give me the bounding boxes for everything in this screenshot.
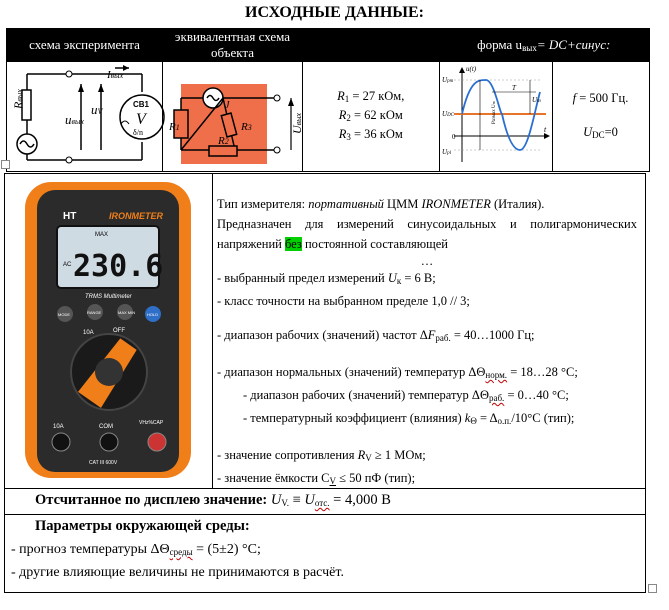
svg-text:Uвых bbox=[290, 112, 304, 134]
meter-knob-off: OFF bbox=[113, 328, 125, 334]
env-temp-prefix: - прогноз температуры ΔΘ bbox=[11, 542, 170, 557]
wave-ut-label: u(t) bbox=[465, 65, 476, 73]
wave-t-label: t bbox=[543, 125, 546, 134]
i-out-label: I bbox=[107, 69, 111, 81]
desc-temp-coef-end: /10°С (тип); bbox=[511, 411, 575, 425]
desc-resistance bbox=[217, 445, 637, 468]
wave-upl-sub: pl bbox=[446, 151, 451, 156]
source-data-table bbox=[6, 28, 650, 172]
r3-name: R bbox=[338, 127, 347, 141]
r1-name: R bbox=[337, 89, 345, 103]
desc-range-u: U bbox=[387, 271, 397, 285]
freq-udc-value: =0 bbox=[604, 125, 618, 139]
frequency-cell bbox=[552, 62, 649, 172]
resistor-r2 bbox=[303, 107, 439, 126]
desc-res-sub: V bbox=[365, 453, 372, 463]
reading-label: Отсчитанное по дисплею значение: bbox=[35, 492, 271, 508]
box-divider-vertical bbox=[212, 174, 213, 488]
env-temp-sub: среды bbox=[169, 547, 193, 557]
desc-type-brand: IRONMETER bbox=[421, 197, 491, 211]
u-v-label: u bbox=[91, 102, 98, 117]
waveform-plot bbox=[440, 62, 552, 167]
header-form bbox=[439, 29, 649, 62]
desc-purpose-highlight: без bbox=[284, 237, 302, 251]
desc-type-mid: ЦММ bbox=[383, 197, 422, 211]
desc-type bbox=[217, 194, 637, 214]
desc-purpose bbox=[217, 214, 637, 254]
r1-label: R bbox=[169, 121, 176, 133]
wave-T-label: T bbox=[511, 84, 516, 92]
wave-upm-sub: pm bbox=[446, 79, 453, 84]
meter-cat-label: CAT III 600V bbox=[89, 460, 118, 466]
desc-res-r: R bbox=[357, 448, 366, 462]
desc-type-suffix: (Италия). bbox=[490, 197, 545, 211]
header-spacer bbox=[303, 29, 440, 62]
r2-sub: 2 bbox=[224, 137, 229, 146]
freq-f-label: f bbox=[572, 91, 577, 105]
wave-range-label: Размах U bbox=[491, 104, 497, 124]
desc-type-portable: портативный bbox=[308, 197, 384, 211]
waveform-cell bbox=[439, 62, 552, 172]
desc-freq-sub: раб. bbox=[435, 333, 451, 343]
r2-value-sub: 2 bbox=[346, 113, 351, 123]
svg-text:R1 bbox=[168, 121, 180, 133]
svg-text:Upl bbox=[442, 148, 452, 156]
equivalent-circuit bbox=[163, 62, 302, 167]
r3-sub: 3 bbox=[247, 123, 252, 132]
j-label: J bbox=[225, 100, 230, 111]
header-equivalent: эквивалентная схема объекта bbox=[163, 29, 303, 62]
r2-label: R bbox=[218, 135, 225, 147]
page-title: ИСХОДНЫЕ ДАННЫЕ: bbox=[245, 4, 424, 21]
r2-value: = 62 кОм bbox=[350, 108, 403, 122]
desc-res-value: ≥ 1 МОм; bbox=[371, 448, 426, 462]
desc-temp-norm-sub: норм. bbox=[485, 370, 508, 380]
reading-u: U bbox=[270, 492, 282, 508]
display-reading bbox=[35, 492, 391, 509]
u-eq-label: U bbox=[290, 125, 304, 134]
desc-temp-coef-value: = Δ bbox=[476, 411, 498, 425]
meter-jack-10a: 10A bbox=[53, 424, 64, 430]
wave-udc-label: U bbox=[441, 110, 447, 118]
desc-temp-coef-k: k bbox=[464, 411, 471, 425]
reading-u2-sub: отс. bbox=[314, 498, 330, 508]
experiment-circuit-cell bbox=[7, 62, 163, 172]
equivalent-circuit-cell bbox=[163, 62, 303, 172]
instrument-box bbox=[4, 173, 646, 593]
desc-temp-work bbox=[217, 385, 637, 408]
desc-cap-value: ≤ 50 пФ (тип); bbox=[335, 471, 416, 485]
desc-cap-sub: V bbox=[329, 476, 336, 486]
reading-eq: ≡ bbox=[288, 492, 305, 508]
r3-label: R bbox=[241, 121, 248, 133]
u-out-label: u bbox=[65, 112, 72, 127]
meter-btn-mode: MODE bbox=[58, 312, 70, 317]
env-temp-value: = (5±2) °С; bbox=[192, 542, 261, 557]
desc-capacitance bbox=[217, 468, 637, 491]
desc-temp-work-value: = 0…40 °С; bbox=[504, 388, 569, 402]
wave-range-sub: m bbox=[490, 101, 496, 105]
meter-brand: HT bbox=[63, 211, 77, 222]
desc-freq bbox=[217, 325, 637, 348]
i-out-sub: вых bbox=[110, 71, 124, 80]
meter-display-max: MAX bbox=[95, 232, 109, 238]
desc-freq-f: F bbox=[427, 328, 436, 342]
desc-range-value: = 6 В; bbox=[401, 271, 436, 285]
header-form-suffix: = DC+синус: bbox=[536, 37, 611, 52]
desc-temp-coef bbox=[217, 408, 637, 431]
meter-trms-label: TRMS Multimeter bbox=[85, 294, 132, 300]
desc-accuracy: - класс точности на выбранном пределе 1,0 // 3; bbox=[217, 294, 470, 308]
desc-temp-coef-sub: Θ bbox=[470, 416, 477, 426]
meter-label-10a: 10A bbox=[83, 330, 94, 336]
wave-upm-label: U bbox=[441, 76, 447, 84]
environment-title: Параметры окружающей среды: bbox=[35, 518, 250, 534]
frequency-values bbox=[553, 88, 649, 145]
meter-ohm-label: δ/n bbox=[133, 128, 143, 137]
wave-um-label: U bbox=[531, 96, 537, 104]
meter-btn-hold: HOLD bbox=[147, 312, 159, 317]
desc-purpose-end: постоянной составляющей bbox=[301, 237, 449, 251]
r-out-sub: вых bbox=[15, 89, 24, 102]
svg-text:Размах Um bbox=[491, 100, 497, 124]
r1-sub: 1 bbox=[175, 123, 180, 132]
u-out-sub: вых bbox=[71, 117, 84, 126]
desc-freq-value: = 40…1000 Гц; bbox=[450, 328, 535, 342]
meter-display-value: 230.6 bbox=[73, 249, 164, 284]
desc-temp-coef-prefix: - температурный коэффициент (влияния) bbox=[243, 411, 465, 425]
svg-text:R2 bbox=[217, 135, 229, 147]
meter-btn-range: RANGE bbox=[87, 310, 102, 315]
svg-text:Um bbox=[532, 96, 541, 104]
frequency-f bbox=[553, 88, 649, 108]
desc-temp-work-prefix: - диапазон рабочих (значений) температур ΔΘ bbox=[243, 388, 489, 402]
r1-value: = 27 кОм, bbox=[349, 89, 405, 103]
u-eq-sub: вых bbox=[294, 112, 303, 126]
wave-zero-label: 0 bbox=[451, 133, 455, 141]
environment-temperature bbox=[11, 542, 261, 558]
wave-upl-label: U bbox=[441, 148, 447, 156]
reading-value: = 4,000 В bbox=[329, 492, 391, 508]
desc-freq-prefix: - диапазон рабочих (значений) частот Δ bbox=[217, 328, 428, 342]
frequency-udc bbox=[553, 122, 649, 145]
svg-text:R3 bbox=[240, 121, 252, 133]
r1-value-sub: 1 bbox=[344, 94, 350, 104]
desc-type-prefix: Тип измерителя: bbox=[217, 197, 309, 211]
reading-u-sub: V. bbox=[281, 498, 289, 508]
desc-dots: … bbox=[420, 254, 434, 268]
desc-temp-norm bbox=[217, 362, 637, 385]
table-resize-handle[interactable] bbox=[648, 584, 657, 593]
reading-u2: U bbox=[304, 492, 315, 508]
experiment-circuit bbox=[7, 62, 162, 167]
meter-model: IRONMETER bbox=[109, 211, 163, 221]
environment-other: - другие влияющие величины не принимаются в расчёт. bbox=[11, 565, 344, 580]
desc-range-prefix: - выбранный предел измерений bbox=[217, 271, 388, 285]
table-handle-top[interactable] bbox=[1, 160, 10, 169]
freq-f-value: = 500 Гц. bbox=[576, 91, 629, 105]
resistor-values-cell bbox=[303, 62, 440, 172]
svg-text:Rвых bbox=[11, 89, 25, 110]
svg-text:UDC bbox=[442, 110, 455, 118]
freq-udc-label: U bbox=[583, 125, 593, 139]
header-form-prefix: форма u bbox=[477, 37, 523, 52]
meter-display-ac: AC bbox=[63, 262, 72, 268]
header-experiment: схема эксперимента bbox=[7, 29, 163, 62]
resistor-values bbox=[303, 88, 439, 145]
desc-range-sub: к bbox=[396, 276, 402, 286]
desc-temp-norm-value: = 18…28 °С; bbox=[507, 365, 578, 379]
desc-temp-norm-prefix: - диапазон нормальных (значений) температур ΔΘ bbox=[217, 365, 486, 379]
instrument-description bbox=[217, 194, 637, 491]
svg-text:Iвых bbox=[106, 69, 124, 81]
resistor-r1 bbox=[303, 88, 439, 107]
r-out-label: R bbox=[11, 101, 25, 109]
desc-temp-work-sub: раб. bbox=[488, 393, 505, 403]
meter-v-label: V bbox=[136, 111, 146, 128]
box-divider-2 bbox=[5, 514, 645, 515]
r3-value-sub: 3 bbox=[346, 132, 351, 142]
desc-cap-prefix: - значение ёмкости С bbox=[217, 471, 330, 485]
meter-jack-com: COM bbox=[99, 424, 113, 430]
u-v-sub: V bbox=[97, 107, 103, 116]
svg-text:Upm bbox=[442, 76, 454, 84]
multimeter-image bbox=[23, 180, 193, 480]
desc-res-prefix: - значение сопротивления bbox=[217, 448, 358, 462]
r3-value: = 36 кОм bbox=[350, 127, 403, 141]
wave-um-sub: m bbox=[536, 99, 541, 104]
meter-btn-max: MAX MIN bbox=[118, 310, 136, 315]
meter-cb1-label: СВ1 bbox=[133, 100, 150, 109]
desc-temp-coef-sub2: о.п. bbox=[497, 416, 512, 426]
header-form-sub: вых bbox=[522, 43, 537, 53]
wave-udc-sub: DC bbox=[446, 113, 454, 118]
meter-jack-vhz: VHz%CAP bbox=[139, 420, 164, 426]
r2-name: R bbox=[338, 108, 347, 122]
desc-purpose-start: Предназначен для измерений синусоидальных и полигармонических напряжений bbox=[217, 217, 637, 251]
desc-range bbox=[217, 268, 637, 291]
resistor-r3 bbox=[303, 126, 439, 145]
freq-udc-sub: DC bbox=[592, 130, 605, 140]
